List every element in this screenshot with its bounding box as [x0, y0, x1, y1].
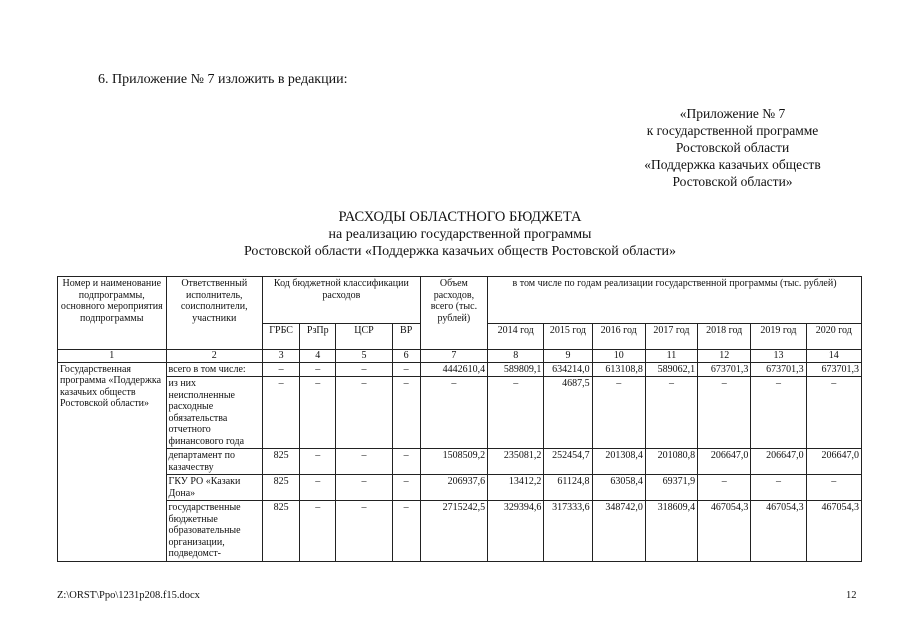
amount-cell: – — [592, 377, 645, 449]
amount-cell: – — [488, 377, 544, 449]
amount-cell: 1508509,2 — [420, 449, 487, 475]
executor-cell: государственные бюджетные образовательные организации, подведомст- — [166, 501, 262, 562]
title-line: на реализацию государственной программы — [328, 227, 592, 242]
intro-text: 6. Приложение № 7 изложить в редакции: — [98, 72, 348, 87]
amount-cell: – — [645, 377, 697, 449]
appendix-line: к государственной программе — [646, 123, 819, 138]
program-name: Государственная программа «Поддержка казачьих обществ Ростовской области» — [58, 362, 167, 561]
column-number: 5 — [336, 350, 392, 363]
code-cell: – — [392, 501, 420, 562]
column-number: 11 — [645, 350, 697, 363]
amount-cell: 4442610,4 — [420, 362, 487, 377]
column-number: 10 — [592, 350, 645, 363]
executor-cell: всего в том числе: — [166, 362, 262, 377]
column-number-row — [58, 350, 862, 363]
code-cell: – — [300, 501, 336, 562]
column-number: 2 — [166, 350, 262, 363]
amount-cell: 589809,1 — [488, 362, 544, 377]
column-number: 7 — [420, 350, 487, 363]
executor-cell: департамент по казачеству — [166, 449, 262, 475]
code-cell: – — [392, 475, 420, 501]
amount-cell: 348742,0 — [592, 501, 645, 562]
amount-cell: 673701,3 — [751, 362, 806, 377]
amount-cell: – — [806, 377, 861, 449]
column-number: 9 — [544, 350, 592, 363]
amount-cell: 206937,6 — [420, 475, 487, 501]
amount-cell: 467054,3 — [698, 501, 751, 562]
column-number: 12 — [698, 350, 751, 363]
appendix-line: Ростовской области» — [672, 174, 793, 189]
amount-cell: – — [751, 377, 806, 449]
code-cell: – — [336, 362, 392, 377]
header-row — [58, 277, 862, 324]
column-number: 14 — [806, 350, 861, 363]
footer-file-path: Z:\ORST\Ppo\1231p208.f15.docx — [57, 590, 200, 601]
header-csr: ЦСР — [336, 323, 392, 349]
code-cell: – — [336, 377, 392, 449]
table-row — [58, 377, 862, 449]
header-year: 2020 год — [806, 323, 861, 349]
code-cell: – — [300, 362, 336, 377]
amount-cell: 634214,0 — [544, 362, 592, 377]
code-cell: – — [300, 449, 336, 475]
amount-cell: – — [751, 475, 806, 501]
code-cell: – — [392, 362, 420, 377]
amount-cell: – — [420, 377, 487, 449]
amount-cell: 673701,3 — [698, 362, 751, 377]
column-number: 4 — [300, 350, 336, 363]
title-line: Ростовской области «Поддержка казачьих обществ Ростовской области» — [243, 244, 677, 259]
code-cell: – — [263, 362, 300, 377]
header-rzpr: РзПр — [300, 323, 336, 349]
amount-cell: – — [698, 377, 751, 449]
code-cell: – — [336, 449, 392, 475]
code-cell: – — [300, 377, 336, 449]
appendix-line: «Приложение № 7 — [679, 106, 786, 121]
header-year: 2016 год — [592, 323, 645, 349]
amount-cell: 589062,1 — [645, 362, 697, 377]
code-cell: – — [392, 449, 420, 475]
table-row — [58, 501, 862, 562]
header-executor: Ответственный исполнитель, соисполнители, участники — [166, 277, 262, 350]
table-row — [58, 475, 862, 501]
column-number: 8 — [488, 350, 544, 363]
amount-cell: 317333,6 — [544, 501, 592, 562]
amount-cell: 4687,5 — [544, 377, 592, 449]
appendix-heading — [620, 105, 845, 190]
amount-cell: – — [806, 475, 861, 501]
executor-cell: ГКУ РО «Казаки Дона» — [166, 475, 262, 501]
code-cell: 825 — [263, 449, 300, 475]
header-grbs: ГРБС — [263, 323, 300, 349]
header-year: 2018 год — [698, 323, 751, 349]
executor-cell: из них неисполненные расходные обязательства отчетного финансового года — [166, 377, 262, 449]
amount-cell: 252454,7 — [544, 449, 592, 475]
budget-table — [57, 276, 862, 562]
amount-cell: 13412,2 — [488, 475, 544, 501]
amount-cell: 201080,8 — [645, 449, 697, 475]
amount-cell: 318609,4 — [645, 501, 697, 562]
amount-cell: 2715242,5 — [420, 501, 487, 562]
column-number: 3 — [263, 350, 300, 363]
amount-cell: 63058,4 — [592, 475, 645, 501]
code-cell: – — [263, 377, 300, 449]
header-name: Номер и наименование подпрограммы, основного мероприятия подпрограммы — [58, 277, 167, 350]
code-cell: – — [336, 501, 392, 562]
amount-cell: 467054,3 — [806, 501, 861, 562]
header-vr: ВР — [392, 323, 420, 349]
amount-cell: 201308,4 — [592, 449, 645, 475]
amount-cell: 467054,3 — [751, 501, 806, 562]
code-cell: – — [300, 475, 336, 501]
code-cell: – — [336, 475, 392, 501]
header-code: Код бюджетной классификации расходов — [263, 277, 421, 324]
header-volume: Объем расходов, всего (тыс. рублей) — [420, 277, 487, 350]
amount-cell: 206647,0 — [698, 449, 751, 475]
amount-cell: – — [698, 475, 751, 501]
amount-cell: 613108,8 — [592, 362, 645, 377]
header-year: 2017 год — [645, 323, 697, 349]
page-number: 12 — [846, 590, 857, 601]
amount-cell: 69371,9 — [645, 475, 697, 501]
appendix-line: Ростовской области — [675, 140, 790, 155]
amount-cell: 206647,0 — [806, 449, 861, 475]
header-year: 2019 год — [751, 323, 806, 349]
column-number: 1 — [58, 350, 167, 363]
title-line: РАСХОДЫ ОБЛАСТНОГО БЮДЖЕТА — [338, 209, 582, 225]
table-title — [150, 209, 770, 260]
code-cell: 825 — [263, 475, 300, 501]
appendix-line: «Поддержка казачьих обществ — [644, 157, 821, 172]
header-years: в том числе по годам реализации государственной программы (тыс. рублей) — [488, 277, 862, 324]
table-row — [58, 362, 862, 377]
amount-cell: 61124,8 — [544, 475, 592, 501]
amount-cell: 329394,6 — [488, 501, 544, 562]
column-number: 6 — [392, 350, 420, 363]
column-number: 13 — [751, 350, 806, 363]
amount-cell: 235081,2 — [488, 449, 544, 475]
header-year: 2014 год — [488, 323, 544, 349]
table-row — [58, 449, 862, 475]
amount-cell: 673701,3 — [806, 362, 861, 377]
code-cell: 825 — [263, 501, 300, 562]
code-cell: – — [392, 377, 420, 449]
amount-cell: 206647,0 — [751, 449, 806, 475]
header-year: 2015 год — [544, 323, 592, 349]
